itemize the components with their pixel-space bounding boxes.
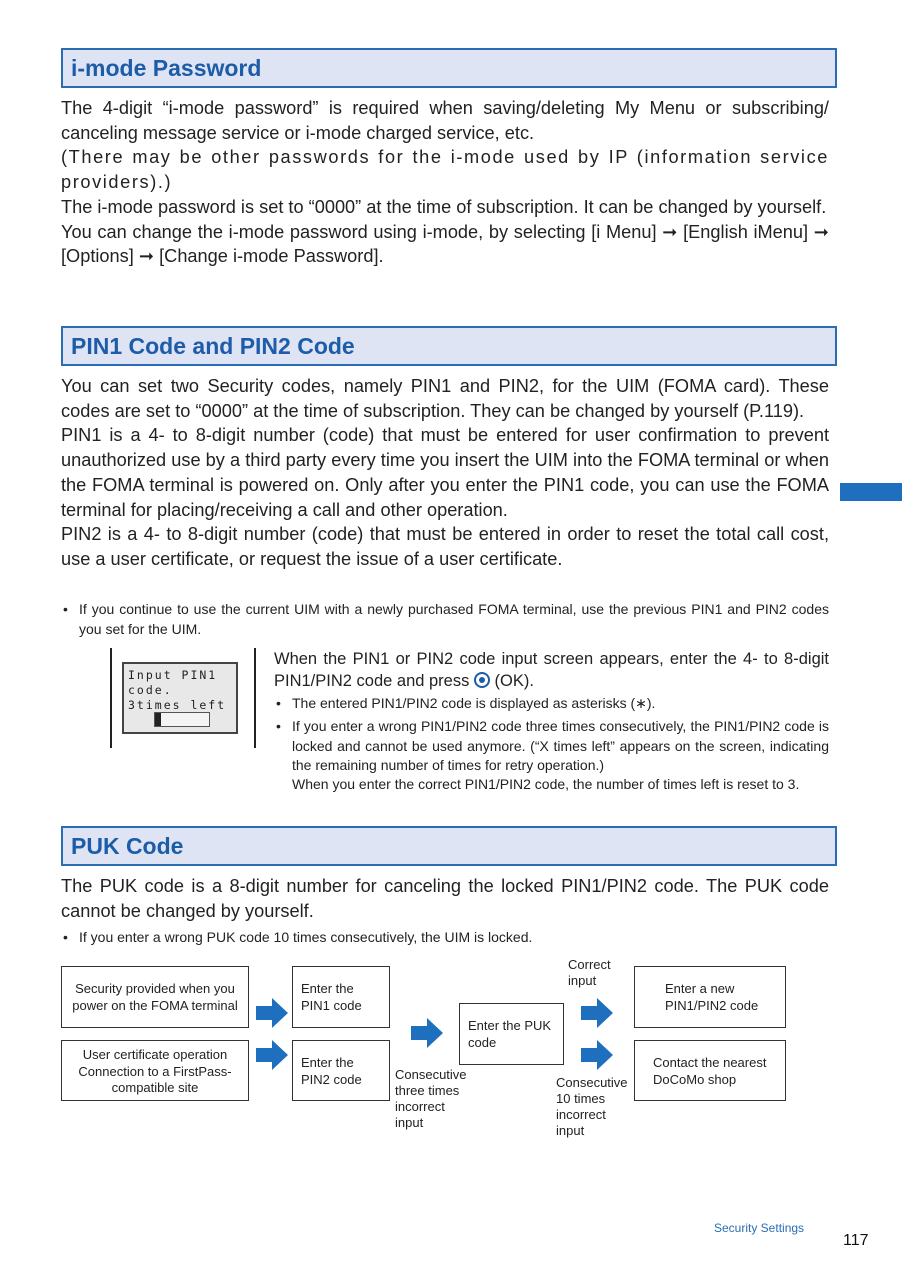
paragraph: (There may be other passwords for the i-mode used by IP (information service providers).)	[61, 147, 829, 193]
footer-section-name: Security Settings	[714, 1221, 805, 1235]
instruction-text: (OK).	[494, 672, 534, 690]
arrow-right-icon	[581, 1040, 613, 1070]
paragraph: You can set two Security codes, namely PIN1 and PIN2, for the UIM (FOMA card). These codes are set to “0000” at the time of subscription. They can be changed by yourself (P.119).	[61, 376, 829, 421]
paragraph: The i-mode password is set to “0000” at the time of subscription. It can be changed by yourself.	[61, 196, 827, 217]
arrow-right-icon	[256, 998, 288, 1028]
section-heading-imode-password: i-mode Password	[61, 48, 837, 88]
flow-box-new-pin: Enter a new PIN1/PIN2 code	[634, 966, 786, 1028]
flow-box-docomo: Contact the nearest DoCoMo shop	[634, 1040, 786, 1101]
flow-box-puk: Enter the PUK code	[459, 1003, 564, 1065]
side-bullet: • The entered PIN1/PIN2 code is displayed as asterisks (∗).	[274, 694, 829, 714]
section-heading-pin-codes: PIN1 Code and PIN2 Code	[61, 326, 837, 366]
chapter-side-tab	[840, 483, 902, 501]
paragraph: PIN1 is a 4- to 8-digit number (code) that must be entered for user confirmation to prevent unauthorized use by a third party every time you insert the UIM into the FOMA terminal or when the FOMA terminal is powered on. Only after you enter the PIN1 code, you can use the FOMA terminal for placing/receiving a call and other operation.	[61, 425, 829, 520]
puk-bullet: • If you enter a wrong PUK code 10 times consecutively, the UIM is locked.	[61, 928, 829, 948]
side-bullet: • If you enter a wrong PIN1/PIN2 code three times consecutively, the PIN1/PIN2 code is locked and cannot be used anymore. (“X times left” appears on the screen, indicating the remaining number of times for retry operation.)	[274, 717, 829, 776]
pin-bullet: • If you continue to use the current UIM with a newly purchased FOMA terminal, use the previous PIN1 and PIN2 codes you set for the UIM.	[61, 600, 829, 639]
page-number: 117	[843, 1232, 869, 1249]
flow-box-pin1: Enter the PIN1 code	[292, 966, 390, 1028]
paragraph: The 4-digit “i-mode password” is required when saving/deleting My Menu or subscribing/ canceling message service or i-mode charged service, etc.	[61, 98, 829, 143]
ok-button-icon	[474, 672, 490, 688]
screen-line: Input PIN1 code.	[128, 668, 218, 697]
arrow-right-icon	[256, 1040, 288, 1070]
phone-screen-illustration	[110, 648, 256, 748]
input-field	[154, 712, 210, 727]
side-note: When you enter the correct PIN1/PIN2 code, the number of times left is reset to 3.	[292, 776, 800, 792]
paragraph: You can change the i-mode password using i-mode, by selecting [i Menu] ➞ [English iMenu] ➞ [Options] ➞ [Change i-mode Password].	[61, 221, 829, 267]
flow-label-three-times: Consecutive three times incorrect input	[395, 1067, 467, 1130]
instruction-text: When the PIN1 or PIN2 code input screen appears, enter the 4- to 8-digit PIN1/PIN2 code and press	[274, 650, 829, 690]
flow-box-pin2: Enter the PIN2 code	[292, 1040, 390, 1101]
section-heading-puk-code: PUK Code	[61, 826, 837, 866]
flow-label-ten-times: Consecutive 10 times incorrect input	[556, 1075, 628, 1138]
imode-password-body	[61, 96, 829, 269]
pin-codes-body	[61, 374, 829, 572]
screen-line: 3times left	[128, 698, 227, 712]
pin-screen-instructions	[274, 648, 829, 692]
arrow-right-icon	[581, 998, 613, 1028]
flow-label-correct: Correct input	[568, 957, 611, 988]
flow-box-security-power: Security provided when you power on the FOMA terminal	[61, 966, 249, 1028]
puk-body	[61, 874, 829, 923]
arrow-right-icon	[411, 1018, 443, 1048]
flow-box-user-cert: User certificate operation Connection to a FirstPass-compatible site	[61, 1040, 249, 1101]
paragraph: PIN2 is a 4- to 8-digit number (code) that must be entered in order to reset the total call cost, use a user certificate, or request the issue of a user certificate.	[61, 524, 829, 569]
paragraph: The PUK code is a 8-digit number for canceling the locked PIN1/PIN2 code. The PUK code cannot be changed by yourself.	[61, 876, 829, 921]
